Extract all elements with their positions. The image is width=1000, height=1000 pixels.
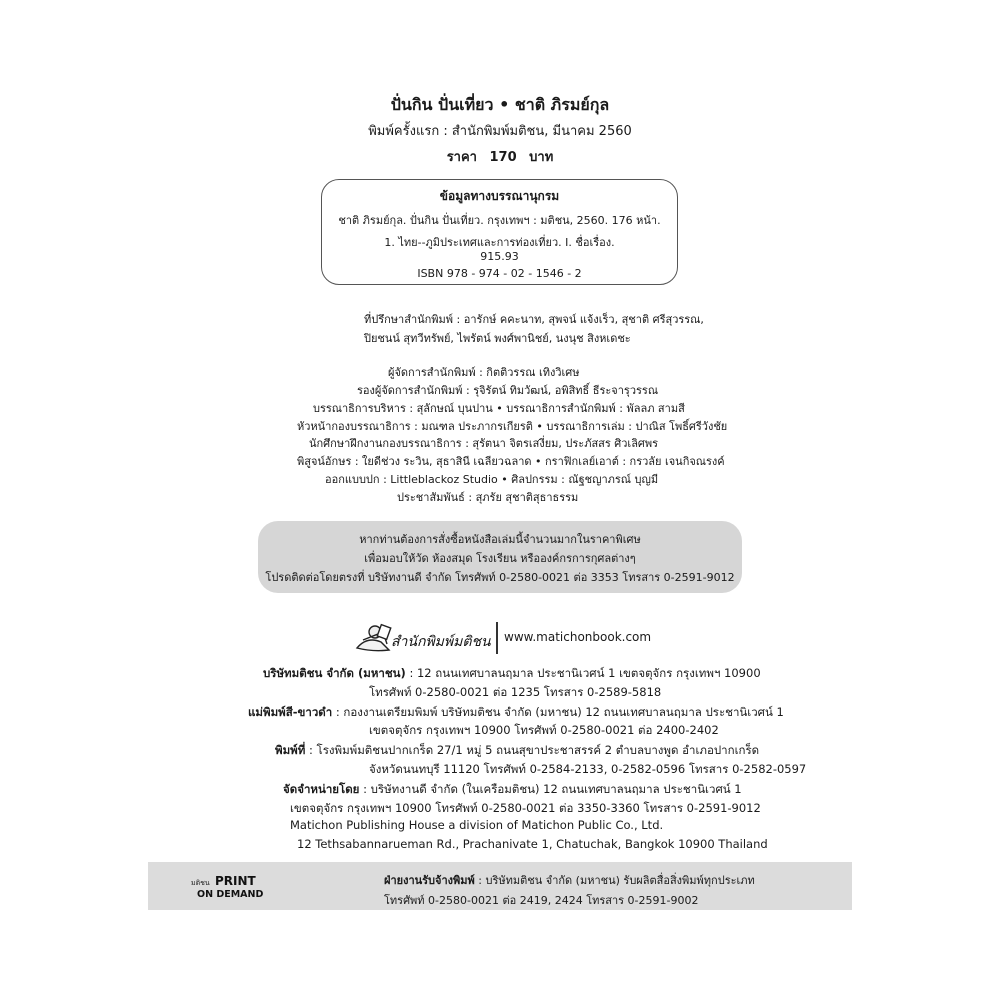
first-print-line: พิมพ์ครั้งแรก : สำนักพิมพ์มติชน, มีนาคม 2560 — [368, 124, 632, 139]
cataloging-heading: ข้อมูลทางบรรณานุกรม — [439, 189, 560, 203]
advisors-line: ที่ปรึกษาสำนักพิมพ์ : อารักษ์ คคะนาท, สุพจน์ แจ้งเร็ว, สุชาติ ศรีสุวรรณ, — [364, 313, 704, 326]
price-value: 170 — [489, 150, 517, 165]
bulk-order-line: โปรดติดต่อโดยตรงที่ บริษัทงานดี จำกัด โทรศัพท์ 0-2580-0021 ต่อ 3353 โทรสาร 0-2591-9012 — [265, 571, 735, 584]
logo-divider — [496, 622, 498, 654]
matichon-book-logo — [353, 618, 493, 660]
publisher-english-line: Matichon Publishing House a division of Matichon Public Co., Ltd. — [290, 818, 664, 832]
svg-text:มติชน: มติชน — [191, 879, 210, 887]
print-service-contact: โทรศัพท์ 0-2580-0021 ต่อ 2419, 2424 โทรสาร 0-2591-9002 — [384, 894, 699, 907]
cataloging-line: 915.93 — [480, 250, 519, 263]
publisher-english-line: 12 Tethsabannarueman Rd., Prachanivate 1, Chatuchak, Bangkok 10900 Thailand — [297, 837, 768, 851]
price-label: ราคา — [446, 150, 477, 165]
print-service-line — [384, 871, 755, 889]
distributor-line: เขตจตุจักร กรุงเทพฯ 10900 โทรศัพท์ 0-2580-0021 ต่อ 3350-3360 โทรสาร 0-2591-9012 — [290, 801, 761, 815]
website-link[interactable]: www.matichonbook.com — [504, 630, 652, 644]
staff-credit: นักศึกษาฝึกงานกองบรรณาธิการ : สุรัตนา จิตรเสงี่ยม, ประภัสสร ศิวเลิศพร — [309, 437, 659, 450]
isbn: ISBN 978 - 974 - 02 - 1546 - 2 — [417, 267, 582, 280]
publisher-company-address: : 12 ถนนเทศบาลนฤมาล ประชานิเวศน์ 1 เขตจตุจักร กรุงเทพฯ 10900 — [405, 666, 761, 680]
printer — [275, 742, 759, 760]
print-service-label: ฝ่ายงานรับจ้างพิมพ์ — [384, 874, 475, 887]
print-service-text: : บริษัทมติชน จำกัด (มหาชน) รับผลิตสื่อสิ่งพิมพ์ทุกประเภท — [474, 874, 755, 887]
print-on-demand-logo — [163, 872, 283, 902]
price-unit: บาท — [529, 150, 554, 165]
cataloging-line: ชาติ ภิรมย์กุล. ปั่นกิน ปั่นเที่ยว. กรุงเทพฯ : มติชน, 2560. 176 หน้า. — [338, 214, 661, 227]
publisher-company — [263, 665, 761, 683]
staff-credit: ผู้จัดการสำนักพิมพ์ : กิตติวรรณ เทิงวิเศษ — [388, 366, 580, 379]
distributor — [283, 781, 742, 799]
book-title: ปั่นกิน ปั่นเที่ยว • ชาติ ภิรมย์กุล — [390, 95, 610, 114]
distributor-line: : บริษัทงานดี จำกัด (ในเครือมติชน) 12 ถนนเทศบาลนฤมาล ประชานิเวศน์ 1 — [359, 782, 742, 796]
printer-label: พิมพ์ที่ — [275, 743, 306, 757]
publisher-company-phone: โทรศัพท์ 0-2580-0021 ต่อ 1235 โทรสาร 0-2589-5818 — [369, 685, 662, 699]
bulk-order-line: หากท่านต้องการสั่งซื้อหนังสือเล่มนี้จำนวนมากในราคาพิเศษ — [359, 533, 641, 546]
staff-credit: ออกแบบปก : Littleblackoz Studio • ศิลปกรรม : ณัฐชญาภรณ์ บุญมี — [325, 473, 659, 486]
price-line — [0, 146, 1000, 167]
cataloging-box — [321, 179, 678, 285]
advisors-line: ปิยชนน์ สุทวีทรัพย์, ไพรัตน์ พงศ์พานิชย์, นงนุช สิงหเดชะ — [364, 332, 631, 345]
reading-figure-icon — [357, 625, 391, 651]
color-separation-line: : กองงานเตรียมพิมพ์ บริษัทมติชน จำกัด (มหาชน) 12 ถนนเทศบาลนฤมาล ประชานิเวศน์ 1 — [332, 705, 784, 719]
printer-line: : โรงพิมพ์มติชนปากเกร็ด 27/1 หมู่ 5 ถนนสุขาประชาสรรค์ 2 ตำบลบางพูด อำเภอปากเกร็ด — [305, 743, 760, 757]
color-separation — [248, 704, 784, 722]
publisher-company-label: บริษัทมติชน จำกัด (มหาชน) — [263, 666, 406, 680]
staff-credit: บรรณาธิการบริหาร : สุลักษณ์ บุนปาน • บรรณาธิการสำนักพิมพ์ : พัลลภ สามสี — [313, 402, 685, 415]
cataloging-line: 1. ไทย--ภูมิประเทศและการท่องเที่ยว. I. ชื่อเรื่อง. — [384, 236, 615, 249]
bulk-order-box — [258, 521, 742, 593]
staff-credit: พิสูจน์อักษร : ใยดีช่วง ระวิน, สุธาสินี เฉลียวฉลาด • กราฟิกเลย์เอาต์ : กรวลัย เจนกิจณรงค์ — [297, 455, 725, 468]
color-separation-line: เขตจตุจักร กรุงเทพฯ 10900 โทรศัพท์ 0-2580-0021 ต่อ 2400-2402 — [369, 723, 719, 737]
printer-line: จังหวัดนนทบุรี 11120 โทรศัพท์ 0-2584-2133, 0-2582-0596 โทรสาร 0-2582-0597 — [369, 762, 807, 776]
bulk-order-line: เพื่อมอบให้วัด ห้องสมุด โรงเรียน หรือองค์กรการกุศลต่างๆ — [364, 552, 636, 565]
svg-text:PRINT: PRINT — [215, 874, 256, 888]
staff-credit: รองผู้จัดการสำนักพิมพ์ : รุจิรัตน์ ทิมวัฒน์, อพิสิทธิ์ ธีระจารุวรรณ — [357, 384, 659, 397]
staff-credit: ประชาสัมพันธ์ : สุภรัย สุชาติสุธาธรรม — [397, 491, 579, 504]
distributor-label: จัดจำหน่ายโดย — [283, 782, 360, 796]
svg-text:ON DEMAND: ON DEMAND — [197, 889, 264, 900]
logo-wordmark: สำนักพิมพ์มติชน — [391, 634, 491, 650]
staff-credit: หัวหน้ากองบรรณาธิการ : มณฑล ประภากรเกียรติ • บรรณาธิการเล่ม : ปาณิส โพธิ์ศรีวังชัย — [297, 420, 728, 433]
color-separation-label: แม่พิมพ์สี-ขาวดำ — [248, 705, 333, 719]
